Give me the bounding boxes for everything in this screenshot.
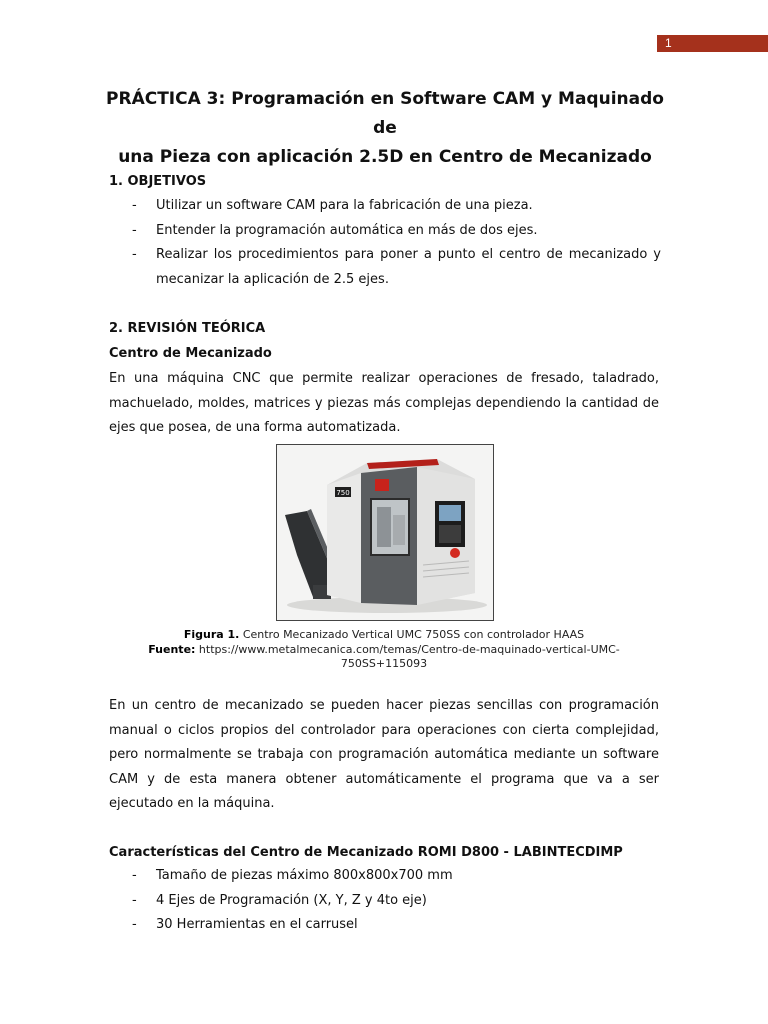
- section-objetivos-heading: 1. OBJETIVOS: [109, 174, 207, 189]
- title-line-1: PRÁCTICA 3: Programación en Software CAM y Maquinado de: [106, 89, 664, 138]
- figure-caption-label: Figura 1.: [183, 628, 240, 641]
- paragraph-centro: En un centro de mecanizado se pueden hacer piezas sencillas con programación manual o ciclos propios del controlador para operaciones con cierta complejidad, pero normalmente se trabaja con programación automática mediante un software CAM y de esta manera obtener automáticamente el programa que va a ser ejecutado en la máquina.: [109, 698, 659, 811]
- page-number-bar: [657, 35, 768, 52]
- title-line-2: una Pieza con aplicación 2.5D en Centro de Mecanizado: [118, 147, 652, 167]
- machine-badge: 750: [336, 489, 350, 497]
- figure-caption: [108, 628, 660, 642]
- list-item: - 30 Herramientas en el carrusel: [132, 917, 358, 932]
- list-item: - Entender la programación automática en más de dos ejes.: [132, 222, 538, 238]
- figure-source: [108, 643, 660, 671]
- paragraph-intro: En una máquina CNC que permite realizar operaciones de fresado, taladrado, machuelado, moldes, matrices y piezas más complejas dependiendo la cantidad de ejes que posea, de una forma automatizada.: [109, 371, 659, 435]
- list-item: - 4 Ejes de Programación (X, Y, Z y 4to eje): [132, 892, 427, 908]
- page-number: 1: [665, 36, 672, 50]
- list-item: - Utilizar un software CAM para la fabricación de una pieza.: [132, 198, 533, 213]
- list-item: - Tamaño de piezas máximo 800x800x700 mm: [132, 868, 453, 883]
- characteristics-heading: Características del Centro de Mecanizado ROMI D800 - LABINTECDIMP: [109, 845, 623, 860]
- document-title: [95, 85, 675, 172]
- characteristics-list: [109, 864, 661, 938]
- objectives-list: [109, 194, 661, 292]
- figure-source-text: https://www.metalmecanica.com/temas/Centro-de-maquinado-vertical-UMC-750SS+115093: [195, 643, 620, 670]
- figure-caption-text: Centro Mecanizado Vertical UMC 750SS con controlador HAAS: [239, 628, 585, 641]
- figure-source-label: Fuente:: [148, 643, 196, 656]
- subheading-centro-mecanizado: Centro de Mecanizado: [109, 346, 272, 361]
- machine-figure: [276, 444, 494, 621]
- section-revision-heading: 2. REVISIÓN TEÓRICA: [109, 321, 266, 336]
- cnc-machine-illustration: [277, 445, 493, 620]
- list-item: - Realizar los procedimientos para poner a punto el centro de mecanizado y mecanizar la aplicación de 2.5 ejes.: [132, 247, 661, 287]
